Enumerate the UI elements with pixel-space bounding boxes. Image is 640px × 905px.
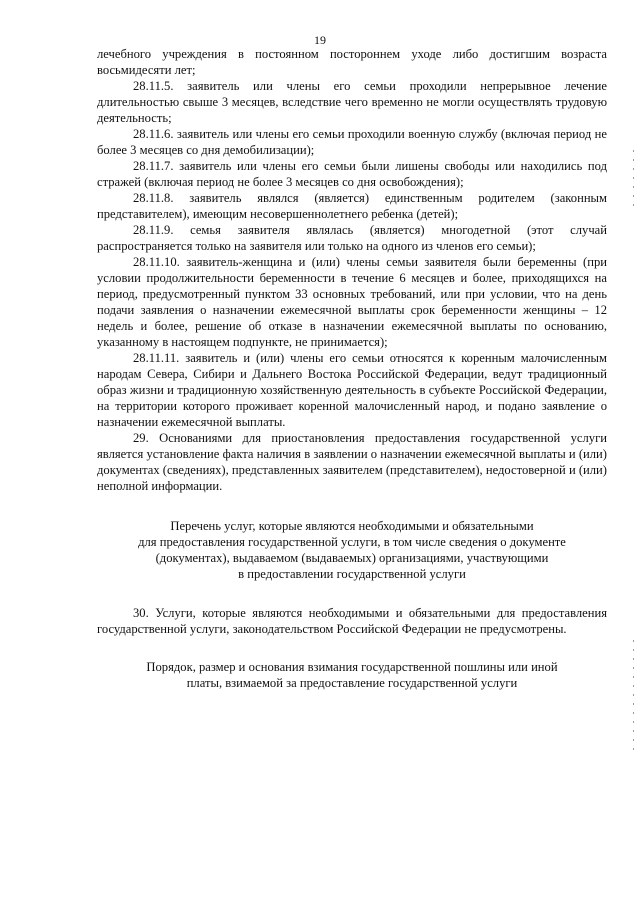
document-body [97,46,607,691]
paragraph-28-11-10: 28.11.10. заявитель-женщина и (или) члены семьи заявителя были беременны (при условии продолжительности беременности в течение 6 месяцев и более, приходящихся на период, предусмотренный пунктом 33 основных требований, или при условии, что на день подачи заявления о назначении ежемесячной выплаты срок беременности женщины – 12 недель и более, решение об отказе в назначении ежемесячной выплаты по основанию, указанному в настоящем подпункте, не принимается); [97,255,607,349]
heading-line: (документах), выдаваемом (выдаваемых) организациями, участвующими [155,551,549,565]
paragraph-29: 29. Основаниями для приостановления предоставления государственной услуги является установление факта наличия в заявлении о назначении ежемесячной выплаты и (или) документах (сведениях), представленных заявителем (представителем), недостоверной и (или) неполной информации. [97,431,607,493]
paragraph-28-11-7: 28.11.7. заявитель или члены его семьи были лишены свободы или находились под стражей (включая период не более 3 месяцев со дня освобождения); [97,159,607,189]
heading-line: Порядок, размер и основания взимания государственной пошлины или иной [146,660,558,674]
paragraph-30: 30. Услуги, которые являются необходимыми и обязательными для предоставления государственной услуги, законодательством Российской Федерации не предусмотрены. [97,606,607,636]
paragraph-28-11-8: 28.11.8. заявитель являлся (является) единственным родителем (законным представителем), имеющим несовершеннолетнего ребенка (детей); [97,191,607,221]
section-heading-fee [97,659,607,691]
paragraph-28-11-5: 28.11.5. заявитель или члены его семьи проходили непрерывное лечение длительностью свыше 3 месяцев, вследствие чего временно не могли осуществлять трудовую деятельность; [97,79,607,125]
heading-line: для предоставления государственной услуги, в том числе сведения о документе [138,535,566,549]
heading-line: платы, взимаемой за предоставление государственной услуги [186,676,518,690]
heading-line: Перечень услуг, которые являются необходимыми и обязательными [170,519,534,533]
paragraph-28-11-6: 28.11.6. заявитель или члены его семьи проходили военную службу (включая период не более 3 месяцев со дня демобилизации); [97,127,607,157]
paragraph-continuation: лечебного учреждения в постоянном постороннем уходе либо достигшим возраста восьмидесяти лет; [97,47,607,77]
section-heading-services [97,518,607,582]
heading-line: в предоставлении государственной услуги [238,567,466,581]
scan-edge-mark [633,640,634,750]
paragraph-28-11-9: 28.11.9. семья заявителя являлась (является) многодетной (этот случай распространяется только на заявителя или только на одного из членов его семьи); [97,223,607,253]
scan-edge-mark [633,150,634,210]
page-number: 19 [314,33,326,47]
paragraph-28-11-11: 28.11.11. заявитель и (или) члены его семьи относятся к коренным малочисленным народам Севера, Сибири и Дальнего Востока Российской Федерации, ведут традиционный образ жизни и традиционную хозяйственную деятельность в субъекте Российской Федерации, на территории которого проживает коренной малочисленный народ, и подано заявление о назначении ежемесячной выплаты. [97,351,607,429]
